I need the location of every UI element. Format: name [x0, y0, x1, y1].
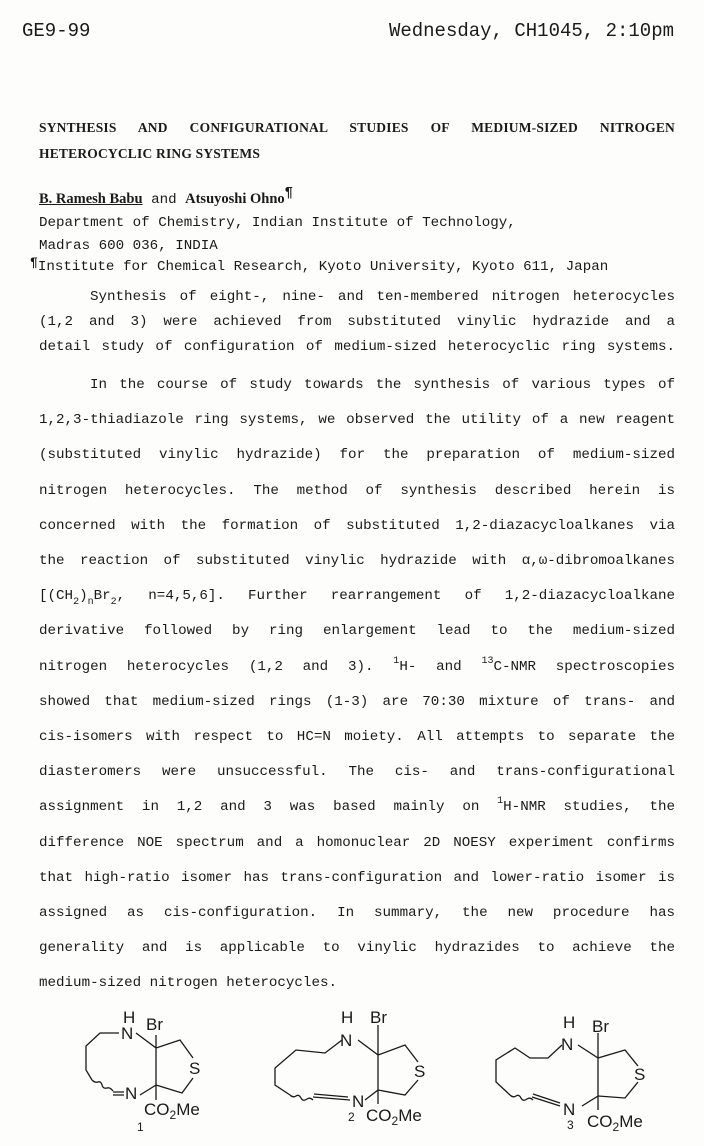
n-label: N	[563, 1100, 576, 1119]
summary-line	[39, 338, 675, 356]
compound-number: 1	[137, 1120, 144, 1134]
s-label: S	[414, 1062, 426, 1081]
body-line	[39, 658, 675, 676]
text-segment: showed that medium-sized rings (1-3) are 70:30 mixture of trans- and	[39, 694, 675, 710]
text-segment: difference NOE spectrum and a homonuclear 2D NOESY experiment confirms	[39, 835, 675, 851]
text-segment: nitrogen heterocycles. The method of synthesis described herein is	[39, 483, 675, 499]
text-segment: the reaction of substituted vinylic hydrazide with α,ω-dibromoalkanes	[39, 553, 675, 569]
ester-label: $CO_2Me$	[366, 1106, 422, 1128]
text-segment: 1	[497, 796, 504, 807]
body-line	[39, 693, 675, 711]
text-segment: 2	[110, 597, 117, 608]
paper-title-line-2: HETEROCYCLIC RING SYSTEMS	[39, 146, 261, 161]
text-segment: Synthesis of eight-, nine- and ten-membered nitrogen heterocycles	[90, 289, 675, 305]
br-label: Br	[146, 1015, 163, 1034]
affiliation-line-1: Department of Chemistry, Indian Institute of Technology,	[39, 215, 516, 231]
text-segment: H- and	[399, 659, 482, 675]
affiliation-line-3	[30, 255, 666, 276]
s-label: S	[189, 1059, 201, 1078]
body-line	[39, 974, 675, 992]
text-segment: detail study of configuration of medium-sized heterocyclic ring systems.	[39, 339, 675, 355]
body-line	[39, 482, 675, 500]
text-segment: 1,2,3-thiadiazole ring systems, we observed the utility of a new reagent	[39, 412, 675, 428]
body-line	[39, 446, 675, 464]
affiliation-text: Institute for Chemical Research, Kyoto University, Kyoto 611, Japan	[37, 259, 609, 275]
text-segment: [(CH	[39, 588, 74, 604]
compound-number: 2	[348, 1110, 355, 1124]
text-segment: 1	[393, 656, 400, 667]
s-label: S	[634, 1065, 646, 1084]
body-line	[39, 552, 675, 570]
compound-number: 3	[567, 1118, 574, 1132]
n-label: N	[121, 1024, 134, 1043]
text-segment: (1,2 and 3) were achieved from substituted vinylic hydrazide and a	[39, 314, 675, 330]
text-segment: n	[87, 597, 94, 608]
authors	[39, 185, 675, 209]
body-line	[39, 798, 675, 816]
text-segment: assigned as cis-configuration. In summary, the new procedure has	[39, 905, 675, 921]
paper-title-line-1: SYNTHESIS AND CONFIGURATIONAL STUDIES OF MEDIUM-SIZED NITROGEN	[39, 120, 675, 135]
body-line	[39, 834, 675, 852]
body-line	[39, 587, 675, 608]
co-author: Atsuyoshi Ohno	[185, 191, 285, 207]
text-segment: C-NMR spectroscopies	[493, 659, 675, 675]
text-segment: nitrogen heterocycles (1,2 and 3).	[39, 659, 394, 675]
affiliation-line-2: Madras 600 036, INDIA	[39, 238, 218, 254]
summary-line	[90, 288, 675, 306]
affiliation-mark: ¶	[284, 185, 294, 201]
h-label: H	[341, 1008, 354, 1027]
presenting-author: B. Ramesh Babu	[39, 191, 143, 207]
h-label: H	[123, 1008, 136, 1027]
ester-label: $CO_2Me$	[587, 1112, 643, 1134]
body-line	[39, 517, 675, 535]
affiliation-mark: ¶	[30, 255, 38, 270]
text-segment: concerned with the formation of substituted 1,2-diazacycloalkanes via	[39, 518, 675, 534]
n-label: N	[340, 1031, 353, 1050]
h-label: H	[563, 1013, 576, 1032]
structure-2	[275, 1008, 425, 1128]
text-segment: derivative followed by ring enlargement lead to the medium-sized	[39, 623, 675, 639]
text-segment: 2	[73, 597, 80, 608]
body-line	[39, 939, 675, 957]
body-line	[90, 376, 675, 394]
text-segment: )	[79, 588, 88, 604]
abstract-code: GE9-99	[22, 20, 91, 42]
body-line	[39, 763, 675, 781]
body-line	[39, 411, 675, 429]
body-line	[39, 869, 675, 887]
br-label: Br	[592, 1017, 609, 1036]
text-segment: medium-sized nitrogen heterocycles.	[39, 975, 337, 991]
n-label: N	[352, 1092, 365, 1111]
structure-3	[496, 1013, 645, 1134]
text-segment: generality and is applicable to vinylic hydrazides to achieve the	[39, 940, 675, 956]
text-segment: In the course of study towards the synthesis of various types of	[90, 377, 675, 393]
text-segment: (substituted vinylic hydrazide) for the preparation of medium-sized	[39, 447, 675, 463]
summary-line	[39, 313, 675, 331]
text-segment: , n=4,5,6]. Further rearrangement of 1,2-diazacycloalkane	[116, 588, 675, 604]
text-segment: diasteromers were unsuccessful. The cis- and trans-configurational	[39, 764, 675, 780]
n-label: N	[125, 1084, 138, 1103]
text-segment: 13	[481, 656, 494, 667]
text-segment: Br	[93, 588, 111, 604]
br-label: Br	[370, 1008, 387, 1027]
structure-1	[86, 1008, 200, 1134]
body-line	[39, 904, 675, 922]
text-segment: H-NMR studies, the	[503, 799, 675, 815]
text-segment: cis-isomers with respect to HC=N moiety. All attempts to separate the	[39, 729, 675, 745]
n-label: N	[561, 1035, 574, 1054]
body-line	[39, 622, 675, 640]
ester-label: $CO_2Me$	[144, 1100, 200, 1122]
session-info: Wednesday, CH1045, 2:10pm	[388, 20, 674, 42]
body-line	[39, 728, 675, 746]
authors-and: and	[151, 192, 177, 208]
text-segment: assignment in 1,2 and 3 was based mainly on	[39, 799, 498, 815]
text-segment: that high-ratio isomer has trans-configuration and lower-ratio isomer is	[39, 870, 675, 886]
